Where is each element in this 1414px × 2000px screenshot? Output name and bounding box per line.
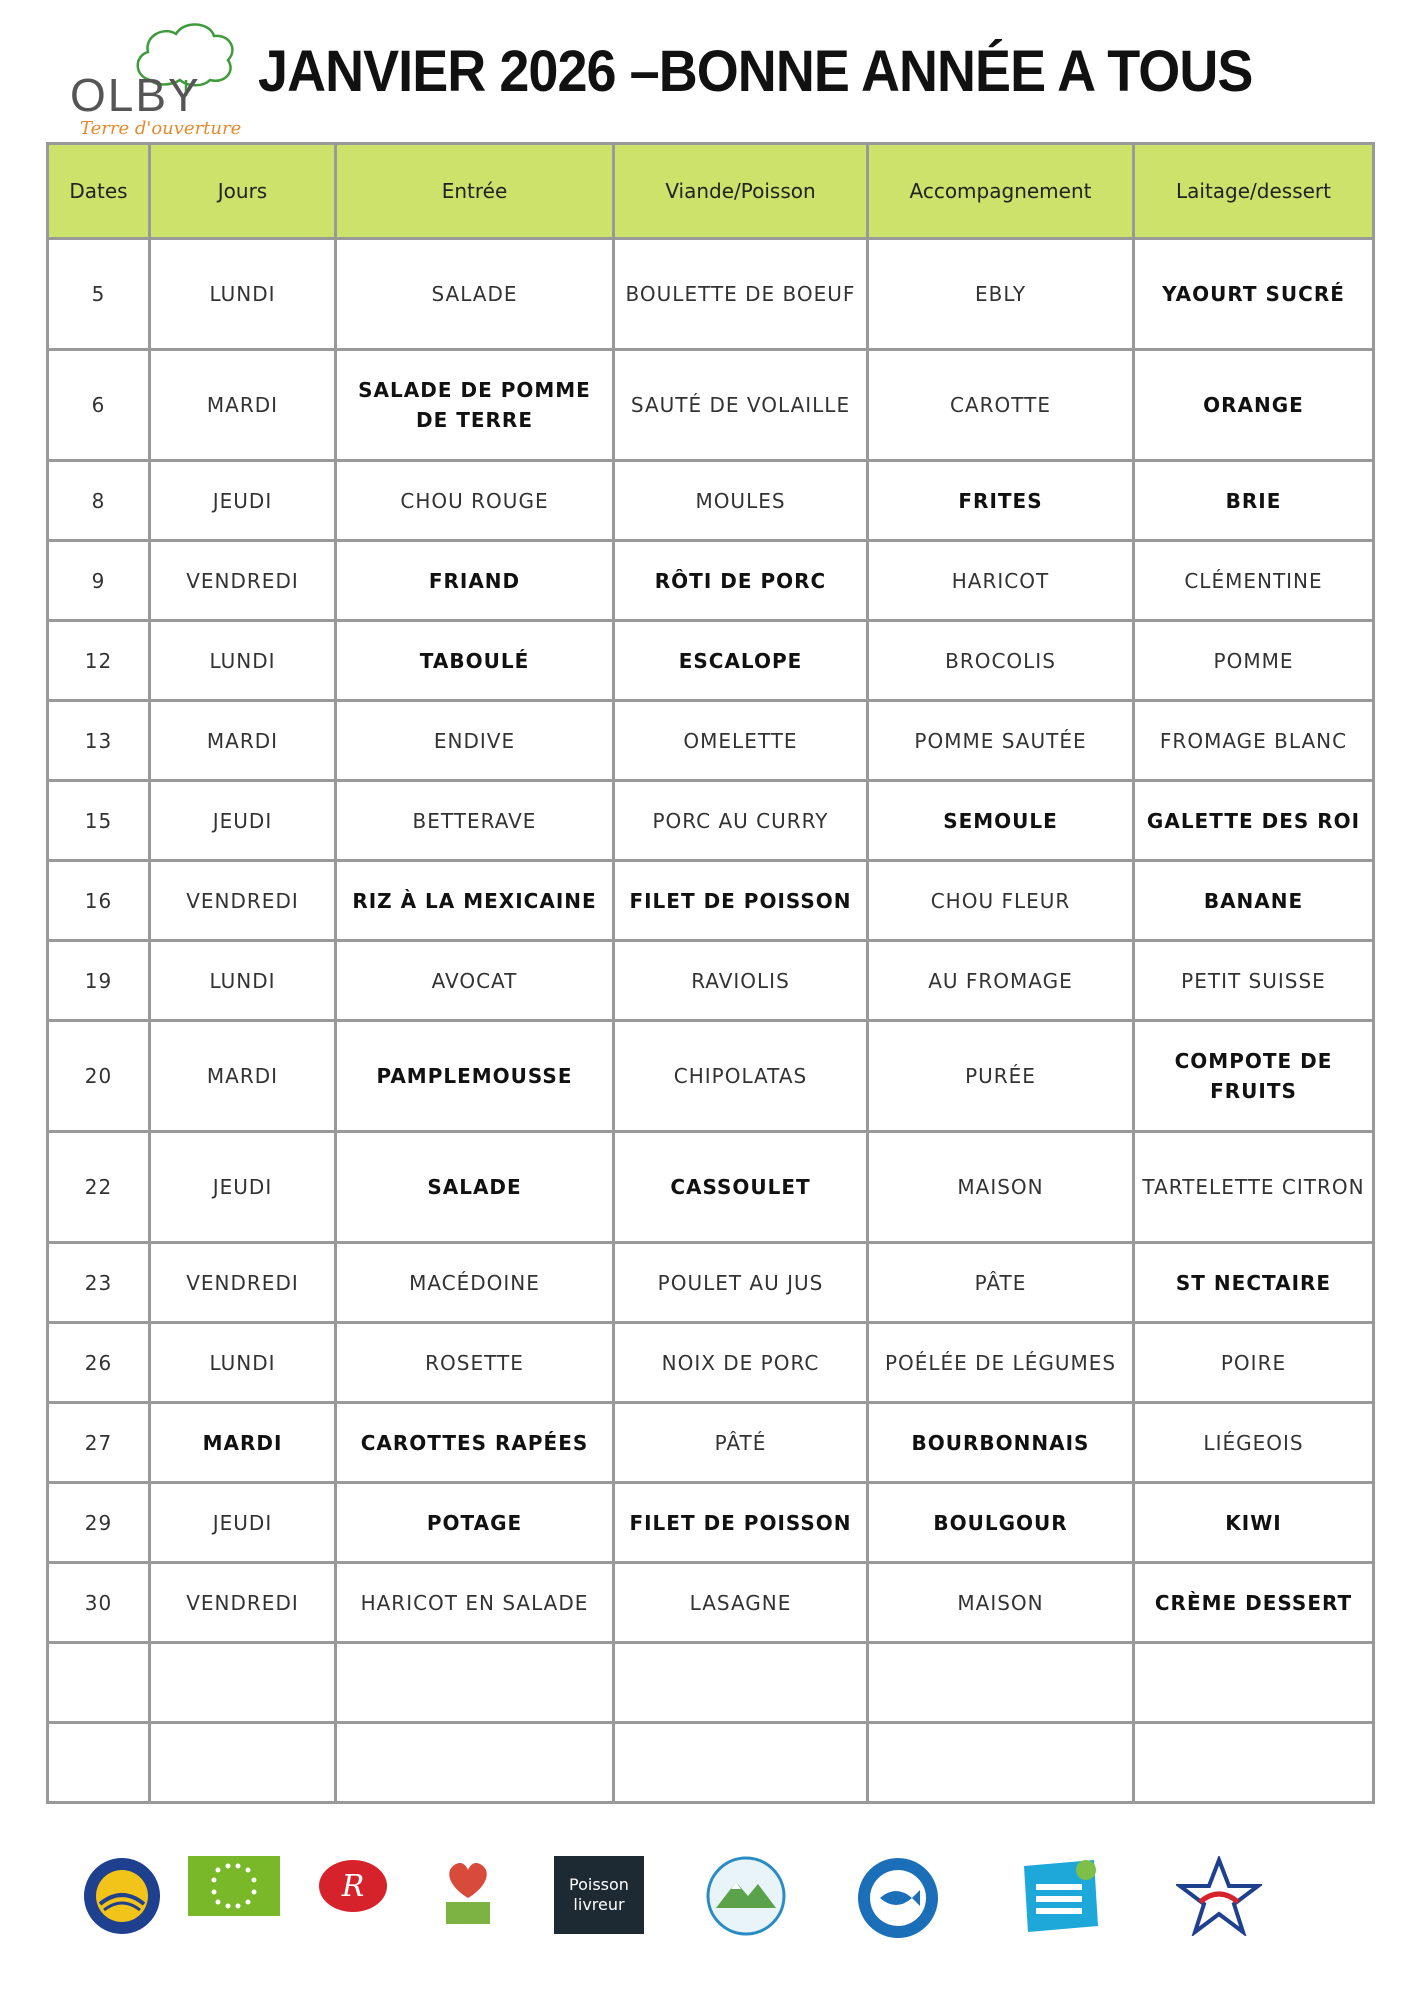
logo-tagline: Terre d'ouverture: [80, 118, 242, 139]
label-rouge: [316, 1856, 390, 1916]
cell-laitage-dessert: [1134, 1643, 1374, 1723]
table-row: [48, 1643, 1374, 1723]
table-row: [48, 781, 1374, 861]
cell-date: 30: [48, 1563, 150, 1643]
cell-entree: HARICOT EN SALADE: [336, 1563, 614, 1643]
cell-entree: TABOULÉ: [336, 621, 614, 701]
cell-viande-poisson: LASAGNE: [614, 1563, 868, 1643]
cell-accompagnement: MAISON: [868, 1563, 1134, 1643]
cell-accompagnement: BROCOLIS: [868, 621, 1134, 701]
cell-accompagnement: PURÉE: [868, 1021, 1134, 1132]
cell-viande-poisson: CHIPOLATAS: [614, 1021, 868, 1132]
cell-laitage-dessert: GALETTE DES ROI: [1134, 781, 1374, 861]
cell-jour: VENDREDI: [150, 861, 336, 941]
cell-date: 19: [48, 941, 150, 1021]
column-header-dates: Dates: [48, 144, 150, 239]
cell-entree: ROSETTE: [336, 1323, 614, 1403]
produit-de-montagne: [706, 1856, 786, 1936]
cell-accompagnement: HARICOT: [868, 541, 1134, 621]
cell-date: [48, 1723, 150, 1803]
cell-accompagnement: BOURBONNAIS: [868, 1403, 1134, 1483]
table-row: [48, 941, 1374, 1021]
table-row: [48, 461, 1374, 541]
label-rouge-glyph: R: [341, 1869, 365, 1904]
cell-laitage-dessert: TARTELETTE CITRON: [1134, 1132, 1374, 1243]
header-row: [48, 144, 1374, 239]
cell-entree: RIZ À LA MEXICAINE: [336, 861, 614, 941]
table-row: [48, 1132, 1374, 1243]
cell-viande-poisson: POULET AU JUS: [614, 1243, 868, 1323]
eu-organic-leaf-icon: [188, 1856, 280, 1916]
olby-logo: [70, 18, 242, 139]
cell-accompagnement: BOULGOUR: [868, 1483, 1134, 1563]
table-row: [48, 701, 1374, 781]
cell-entree: MACÉDOINE: [336, 1243, 614, 1323]
label-badges-row: [46, 1838, 1368, 1998]
column-header-jours: Jours: [150, 144, 336, 239]
cell-laitage-dessert: BANANE: [1134, 861, 1374, 941]
cell-accompagnement: CAROTTE: [868, 350, 1134, 461]
cell-laitage-dessert: PETIT SUISSE: [1134, 941, 1374, 1021]
table-row: [48, 1483, 1374, 1563]
cell-date: 29: [48, 1483, 150, 1563]
cell-laitage-dessert: LIÉGEOIS: [1134, 1403, 1374, 1483]
cell-laitage-dessert: [1134, 1723, 1374, 1803]
bleu-blanc-coeur: [1018, 1856, 1102, 1936]
heart-icon: [438, 1856, 498, 1928]
cell-viande-poisson: FILET DE POISSON: [614, 861, 868, 941]
table-row: [48, 1403, 1374, 1483]
cell-laitage-dessert: COMPOTE DE FRUITS: [1134, 1021, 1374, 1132]
cell-entree: [336, 1643, 614, 1723]
cell-jour: MARDI: [150, 1021, 336, 1132]
cell-laitage-dessert: ORANGE: [1134, 350, 1374, 461]
bbc-icon: [1018, 1856, 1102, 1936]
table-row: [48, 541, 1374, 621]
cell-entree: BETTERAVE: [336, 781, 614, 861]
logo-wordmark: OLBY: [70, 69, 201, 121]
cell-laitage-dessert: CRÈME DESSERT: [1134, 1563, 1374, 1643]
cell-accompagnement: EBLY: [868, 239, 1134, 350]
cell-date: 6: [48, 350, 150, 461]
table-row: [48, 621, 1374, 701]
cell-entree: POTAGE: [336, 1483, 614, 1563]
cell-accompagnement: MAISON: [868, 1132, 1134, 1243]
cell-entree: ENDIVE: [336, 701, 614, 781]
cell-jour: VENDREDI: [150, 1243, 336, 1323]
cell-date: 16: [48, 861, 150, 941]
table-row: [48, 350, 1374, 461]
cell-jour: LUNDI: [150, 1323, 336, 1403]
igp-seal-icon: [82, 1856, 162, 1936]
cell-entree: CHOU ROUGE: [336, 461, 614, 541]
cell-jour: LUNDI: [150, 941, 336, 1021]
cell-entree: SALADE DE POMME DE TERRE: [336, 350, 614, 461]
cell-date: 5: [48, 239, 150, 350]
cell-date: 20: [48, 1021, 150, 1132]
cell-viande-poisson: CASSOULET: [614, 1132, 868, 1243]
cell-accompagnement: [868, 1723, 1134, 1803]
cell-viande-poisson: PÂTÉ: [614, 1403, 868, 1483]
label-rouge-icon: [316, 1856, 390, 1916]
table-row: [48, 1243, 1374, 1323]
fish-seal-icon: [856, 1856, 940, 1940]
cell-laitage-dessert: CLÉMENTINE: [1134, 541, 1374, 621]
column-header-accompagnement: Accompagnement: [868, 144, 1134, 239]
coeur-de-fermier: [438, 1856, 498, 1928]
cell-jour: MARDI: [150, 350, 336, 461]
igp-label: [82, 1856, 162, 1936]
cell-accompagnement: [868, 1643, 1134, 1723]
cell-entree: [336, 1723, 614, 1803]
cell-laitage-dessert: BRIE: [1134, 461, 1374, 541]
cell-jour: MARDI: [150, 1403, 336, 1483]
cell-viande-poisson: MOULES: [614, 461, 868, 541]
page-title: JANVIER 2026 –BONNE ANNÉE A TOUS: [258, 39, 1253, 104]
cell-accompagnement: POÉLÉE DE LÉGUMES: [868, 1323, 1134, 1403]
cell-date: 26: [48, 1323, 150, 1403]
column-header-viande-poisson: Viande/Poisson: [614, 144, 868, 239]
cell-jour: [150, 1723, 336, 1803]
column-header-laitage-dessert: Laitage/dessert: [1134, 144, 1374, 239]
cell-viande-poisson: BOULETTE DE BOEUF: [614, 239, 868, 350]
cell-jour: [150, 1643, 336, 1723]
fish-box-icon: [554, 1856, 644, 1934]
cell-viande-poisson: RAVIOLIS: [614, 941, 868, 1021]
cell-date: [48, 1643, 150, 1723]
cell-date: 8: [48, 461, 150, 541]
cell-jour: LUNDI: [150, 239, 336, 350]
cell-laitage-dessert: ST NECTAIRE: [1134, 1243, 1374, 1323]
cell-laitage-dessert: POIRE: [1134, 1323, 1374, 1403]
table-row: [48, 1021, 1374, 1132]
cell-viande-poisson: OMELETTE: [614, 701, 868, 781]
cell-date: 23: [48, 1243, 150, 1323]
agriculture-bio-label: [188, 1856, 280, 1916]
cell-jour: JEUDI: [150, 461, 336, 541]
peche-durable: [856, 1856, 940, 1940]
cell-jour: JEUDI: [150, 1483, 336, 1563]
le-poisson-livreur: [554, 1856, 644, 1934]
cell-entree: SALADE: [336, 1132, 614, 1243]
cell-viande-poisson: ESCALOPE: [614, 621, 868, 701]
column-header-entree: Entrée: [336, 144, 614, 239]
cell-date: 13: [48, 701, 150, 781]
star-flag-icon: [1176, 1856, 1262, 1936]
cell-jour: LUNDI: [150, 621, 336, 701]
cell-jour: VENDREDI: [150, 1563, 336, 1643]
cell-accompagnement: FRITES: [868, 461, 1134, 541]
cell-accompagnement: POMME SAUTÉE: [868, 701, 1134, 781]
cell-entree: FRIAND: [336, 541, 614, 621]
cell-date: 22: [48, 1132, 150, 1243]
cell-date: 27: [48, 1403, 150, 1483]
table-row: [48, 1723, 1374, 1803]
cell-accompagnement: PÂTE: [868, 1243, 1134, 1323]
cell-jour: JEUDI: [150, 1132, 336, 1243]
cell-viande-poisson: [614, 1643, 868, 1723]
cell-laitage-dessert: KIWI: [1134, 1483, 1374, 1563]
menu-table: [46, 142, 1375, 1804]
cell-viande-poisson: FILET DE POISSON: [614, 1483, 868, 1563]
cell-jour: JEUDI: [150, 781, 336, 861]
cell-entree: CAROTTES RAPÉES: [336, 1403, 614, 1483]
cell-accompagnement: SEMOULE: [868, 781, 1134, 861]
cell-viande-poisson: SAUTÉ DE VOLAILLE: [614, 350, 868, 461]
cell-jour: VENDREDI: [150, 541, 336, 621]
le-poisson-livreur-text-1: Poisson: [569, 1875, 629, 1894]
viande-francaise: [1176, 1856, 1262, 1936]
le-poisson-livreur-text-2: livreur: [573, 1895, 625, 1914]
cell-jour: MARDI: [150, 701, 336, 781]
cell-entree: PAMPLEMOUSSE: [336, 1021, 614, 1132]
cell-viande-poisson: PORC AU CURRY: [614, 781, 868, 861]
cell-entree: AVOCAT: [336, 941, 614, 1021]
mountain-icon: [706, 1856, 786, 1936]
cell-laitage-dessert: FROMAGE BLANC: [1134, 701, 1374, 781]
cell-entree: SALADE: [336, 239, 614, 350]
table-row: [48, 1563, 1374, 1643]
cell-accompagnement: CHOU FLEUR: [868, 861, 1134, 941]
cell-viande-poisson: RÔTI DE PORC: [614, 541, 868, 621]
cell-accompagnement: AU FROMAGE: [868, 941, 1134, 1021]
cell-date: 9: [48, 541, 150, 621]
cell-date: 15: [48, 781, 150, 861]
table-row: [48, 861, 1374, 941]
cell-viande-poisson: [614, 1723, 868, 1803]
cell-laitage-dessert: YAOURT SUCRÉ: [1134, 239, 1374, 350]
cell-date: 12: [48, 621, 150, 701]
table-row: [48, 239, 1374, 350]
cell-laitage-dessert: POMME: [1134, 621, 1374, 701]
cell-viande-poisson: NOIX DE PORC: [614, 1323, 868, 1403]
table-row: [48, 1323, 1374, 1403]
